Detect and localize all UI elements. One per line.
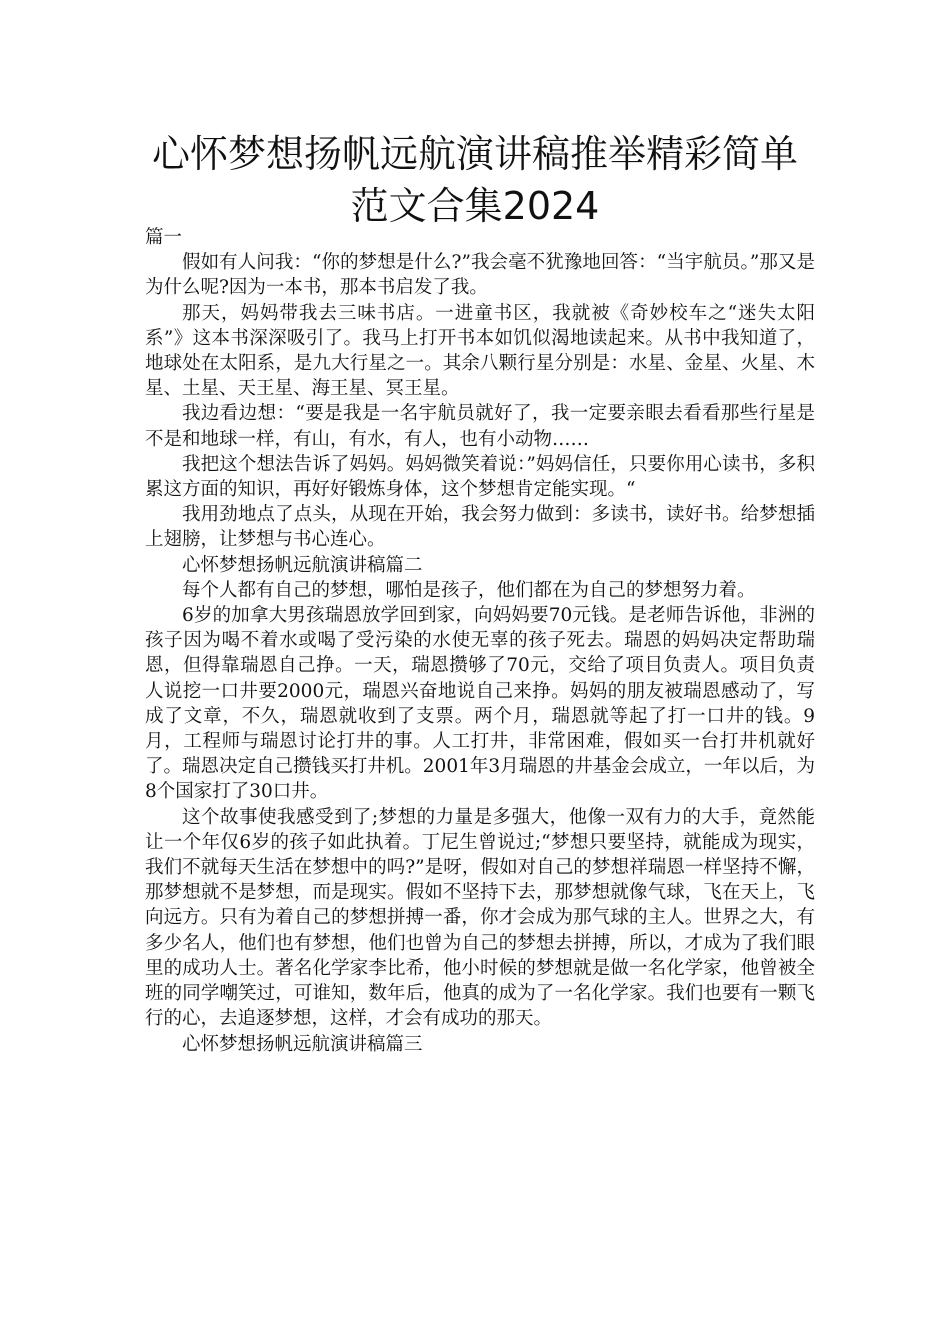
paragraph: 那天，妈妈带我去三味书店。一进童书区，我就被《奇妙校车之“迷失太阳系”》这本书深深吸引了。我马上打开书本如饥似渴地读起来。从书中我知道了，地球处在太阳系，是九大行星之一。其余八颗行星分别是：水星、金星、火星、木星、土星、天王星、海王星、冥王星。	[145, 302, 815, 400]
document-body	[145, 225, 815, 1057]
section-label: 篇一	[145, 227, 183, 248]
section-heading: 心怀梦想扬帆远航演讲稿篇三	[182, 1033, 423, 1055]
paragraph: 假如有人问我：“你的梦想是什么?”我会毫不犹豫地回答：“当宇航员。”那又是为什么呢?因为一本书，那本书启发了我。	[145, 252, 815, 299]
paragraph: 我把这个想法告诉了妈妈。妈妈微笑着说：”妈妈信任，只要你用心读书，多积累这方面的知识，再好好锻炼身体，这个梦想肯定能实现。“	[145, 453, 815, 501]
document-title	[100, 128, 850, 232]
paragraph: 6岁的加拿大男孩瑞恩放学回到家，向妈妈要70元钱。是老师告诉他，非洲的孩子因为喝不着水或喝了受污染的水使无辜的孩子死去。瑞恩的妈妈决定帮助瑞恩，但得靠瑞恩自己挣。一天，瑞恩攒够了70元，交给了项目负责人。项目负责人说挖一口井要2000元，瑞恩兴奋地说自己来挣。妈妈的朋友被瑞恩感动了，写成了文章，不久，瑞恩就收到了支票。两个月，瑞恩就等起了打一口井的钱。9月，工程师与瑞恩讨论打井的事。人工打井，非常困难，假如买一台打井机就好了。瑞恩决定自己攒钱买打井机。2001年3月瑞恩的井基金会成立，一年以后，为8个国家打了30口井。	[145, 605, 815, 803]
title-line-2: 范文合集2024	[350, 184, 600, 228]
section-heading: 心怀梦想扬帆远航演讲稿篇二	[182, 554, 423, 576]
paragraph: 我用劲地点了点头，从现在开始，我会努力做到：多读书，读好书。给梦想插上翅膀，让梦想与书心连心。	[145, 504, 815, 551]
paragraph: 每个人都有自己的梦想，哪怕是孩子，他们都在为自己的梦想努力着。	[182, 579, 756, 601]
title-line-1: 心怀梦想扬帆远航演讲稿推举精彩简单	[151, 132, 798, 176]
paragraph: 这个故事使我感受到了;梦想的力量是多强大，他像一双有力的大手，竟然能让一个年仅6岁的孩子如此执着。丁尼生曾说过;“梦想只要坚持，就能成为现实，我们不就每天生活在梦想中的吗?”是呀，假如对自己的梦想祥瑞恩一样坚持不懈，那梦想就不是梦想，而是现实。假如不坚持下去，那梦想就像气球，飞在天上，飞向远方。只有为着自己的梦想拼搏一番，你才会成为那气球的主人。世界之大，有多少名人，他们也有梦想，他们也曾为自己的梦想去拼搏，所以，才成为了我们眼里的成功人士。著名化学家李比希，他小时候的梦想就是做一名化学家，他曾被全班的同学嘲笑过，可谁知，数年后，他真的成为了一名化学家。我们也要有一颗飞行的心，去追逐梦想，这样，才会有成功的那天。	[145, 806, 815, 1030]
paragraph: 我边看边想：“要是我是一名宇航员就好了，我一定要亲眼去看看那些行星是不是和地球一样，有山，有水，有人，也有小动物……	[145, 403, 815, 450]
